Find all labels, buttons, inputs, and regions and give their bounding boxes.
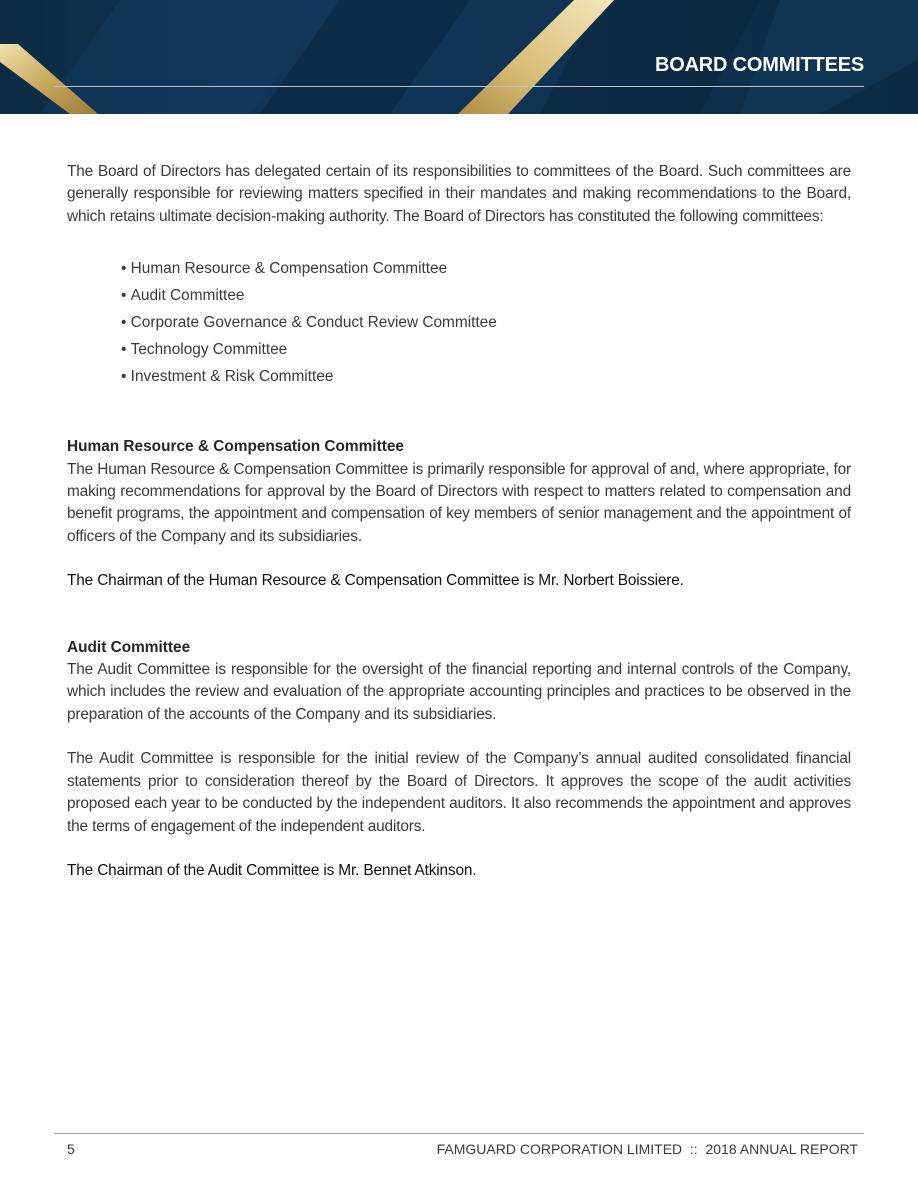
- list-item: • Audit Committee: [121, 282, 851, 309]
- audit-committee-chairman: The Chairman of the Audit Committee is Mr. Bennet Atkinson.: [67, 861, 477, 879]
- audit-committee-paragraph-1: The Audit Committee is responsible for the oversight of the financial reporting and internal controls of the Company, which includes the review and evaluation of the appropriate accounting principles and practices to be observed in the preparation of the accounts of the Company and its subsidiaries.: [67, 661, 851, 723]
- footer-divider: [54, 1133, 864, 1134]
- list-item: • Corporate Governance & Conduct Review Committee: [121, 309, 851, 336]
- footer-report-title: FAMGUARD CORPORATION LIMITED :: 2018 ANNUAL REPORT: [436, 1141, 858, 1157]
- page-title: BOARD COMMITTEES: [654, 54, 864, 76]
- list-item: • Investment & Risk Committee: [121, 363, 851, 390]
- hr-committee-paragraph: The Human Resource & Compensation Committee is primarily responsible for approval of and, where appropriate, for making recommendations for approval by the Board of Directors with respect to matters related to compensation and benefit programs, the appointment and compensation of key members of senior management and the appointment of officers of the Company and its subsidiaries.: [67, 460, 851, 545]
- spacer: [67, 593, 851, 637]
- intro-paragraph: The Board of Directors has delegated certain of its responsibilities to committees of the Board. Such committees are generally responsible for reviewing matters specified in their mandates and making recommendations to the Board, which retains ultimate decision-making authority. The Board of Directors has constituted the following committees:: [67, 163, 851, 225]
- list-item: • Technology Committee: [121, 336, 851, 363]
- audit-committee-heading: Audit Committee: [67, 638, 191, 656]
- page-number: 5: [67, 1141, 75, 1157]
- main-content: [67, 161, 851, 882]
- spacer: [67, 726, 851, 748]
- header-divider: [54, 86, 864, 87]
- audit-committee-paragraph-2: The Audit Committee is responsible for the initial review of the Company’s annual audited consolidated financial statements prior to consideration thereof by the Board of Directors. It approves the scope of the audit activities proposed each year to be conducted by the independent auditors. It also recommends the appointment and approves the terms of engagement of the independent auditors.: [67, 750, 851, 835]
- spacer: [67, 390, 851, 436]
- committee-list: [121, 255, 851, 390]
- spacer: [67, 838, 851, 860]
- spacer: [67, 548, 851, 570]
- page-header-banner: [0, 0, 918, 114]
- list-item: • Human Resource & Compensation Committee: [121, 255, 851, 282]
- hr-committee-chairman: The Chairman of the Human Resource & Compensation Committee is Mr. Norbert Boissiere.: [67, 572, 684, 590]
- hr-committee-heading: Human Resource & Compensation Committee: [67, 438, 404, 456]
